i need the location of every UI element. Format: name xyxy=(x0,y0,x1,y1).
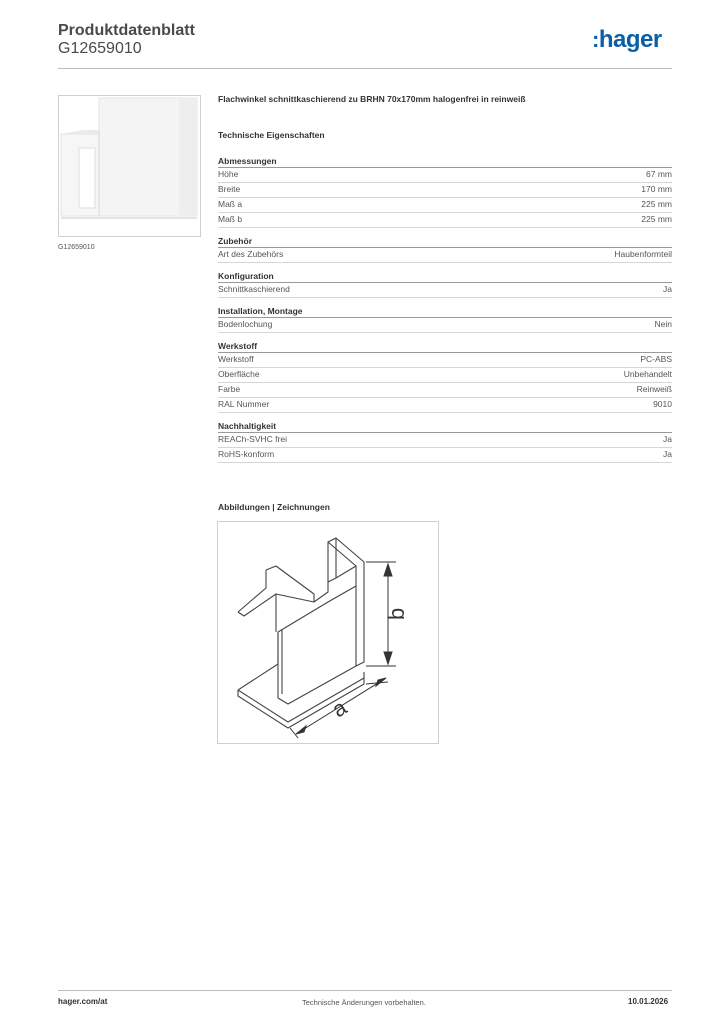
section-material xyxy=(218,341,672,413)
section-title: Nachhaltigkeit xyxy=(218,421,672,433)
property-row xyxy=(218,433,672,448)
property-row xyxy=(218,368,672,383)
section-sustainability xyxy=(218,421,672,463)
header-divider xyxy=(58,68,672,69)
property-value: Haubenformteil xyxy=(614,249,672,259)
property-label: Art des Zubehörs xyxy=(218,249,284,259)
property-value: Ja xyxy=(663,434,672,444)
property-value: Ja xyxy=(663,284,672,294)
footer-website-link[interactable]: hager.com/at xyxy=(58,997,108,1006)
photo-caption: G12659010 xyxy=(58,244,95,251)
property-row xyxy=(218,283,672,298)
logo-colon: : xyxy=(592,27,599,52)
property-label: Werkstoff xyxy=(218,354,254,364)
property-row xyxy=(218,198,672,213)
section-configuration xyxy=(218,271,672,298)
logo-text: hager xyxy=(598,26,662,53)
property-row xyxy=(218,448,672,463)
dimension-label-a: a xyxy=(327,694,352,723)
section-title: Konfiguration xyxy=(218,271,672,283)
property-row xyxy=(218,318,672,333)
property-label: Schnittkaschierend xyxy=(218,284,290,294)
property-value: Unbehandelt xyxy=(623,369,672,379)
page-title: Produktdatenblatt xyxy=(58,22,195,39)
property-label: Breite xyxy=(218,184,241,194)
property-label: Farbe xyxy=(218,384,241,394)
section-title: Zubehör xyxy=(218,236,672,248)
property-label: Bodenlochung xyxy=(218,319,273,329)
property-label: RAL Nummer xyxy=(218,399,270,409)
dimension-label-b: b xyxy=(384,607,409,620)
section-title: Abmessungen xyxy=(218,156,672,168)
section-dimensions xyxy=(218,156,672,228)
section-accessory xyxy=(218,236,672,263)
footer-date: 10.01.2026 xyxy=(628,997,669,1006)
property-label: Maß a xyxy=(218,199,243,209)
hager-logo[interactable] xyxy=(592,26,662,54)
property-label: Oberfläche xyxy=(218,369,260,379)
property-row xyxy=(218,183,672,198)
property-value: 225 mm xyxy=(641,214,672,224)
technical-drawing xyxy=(217,521,439,744)
technical-properties-title: Technische Eigenschaften xyxy=(218,130,325,140)
property-row xyxy=(218,353,672,368)
property-value: 170 mm xyxy=(641,184,672,194)
article-number: G12659010 xyxy=(58,40,142,57)
section-installation xyxy=(218,306,672,333)
property-row xyxy=(218,398,672,413)
property-label: Höhe xyxy=(218,169,239,179)
product-description: Flachwinkel schnittkaschierend zu BRHN 70x170mm halogenfrei in reinweiß xyxy=(218,94,526,104)
property-row xyxy=(218,213,672,228)
property-value: PC-ABS xyxy=(640,354,672,364)
property-value: 67 mm xyxy=(646,169,672,179)
product-photo-image xyxy=(59,96,200,236)
property-value: Nein xyxy=(654,319,672,329)
property-value: Reinweiß xyxy=(636,384,672,394)
section-title: Installation, Montage xyxy=(218,306,672,318)
property-row xyxy=(218,248,672,263)
property-label: Maß b xyxy=(218,214,243,224)
property-row xyxy=(218,383,672,398)
drawings-title: Abbildungen | Zeichnungen xyxy=(218,502,330,512)
properties-column xyxy=(218,94,672,471)
property-value: Ja xyxy=(663,449,672,459)
footer-divider xyxy=(58,990,672,991)
property-label: RoHS-konform xyxy=(218,449,275,459)
property-value: 9010 xyxy=(653,399,672,409)
section-title: Werkstoff xyxy=(218,341,672,353)
technical-drawing-image xyxy=(218,522,438,743)
property-row xyxy=(218,168,672,183)
property-label: REACh-SVHC frei xyxy=(218,434,287,444)
product-photo xyxy=(58,95,201,237)
footer-note: Technische Änderungen vorbehalten. xyxy=(302,998,426,1007)
property-value: 225 mm xyxy=(641,199,672,209)
